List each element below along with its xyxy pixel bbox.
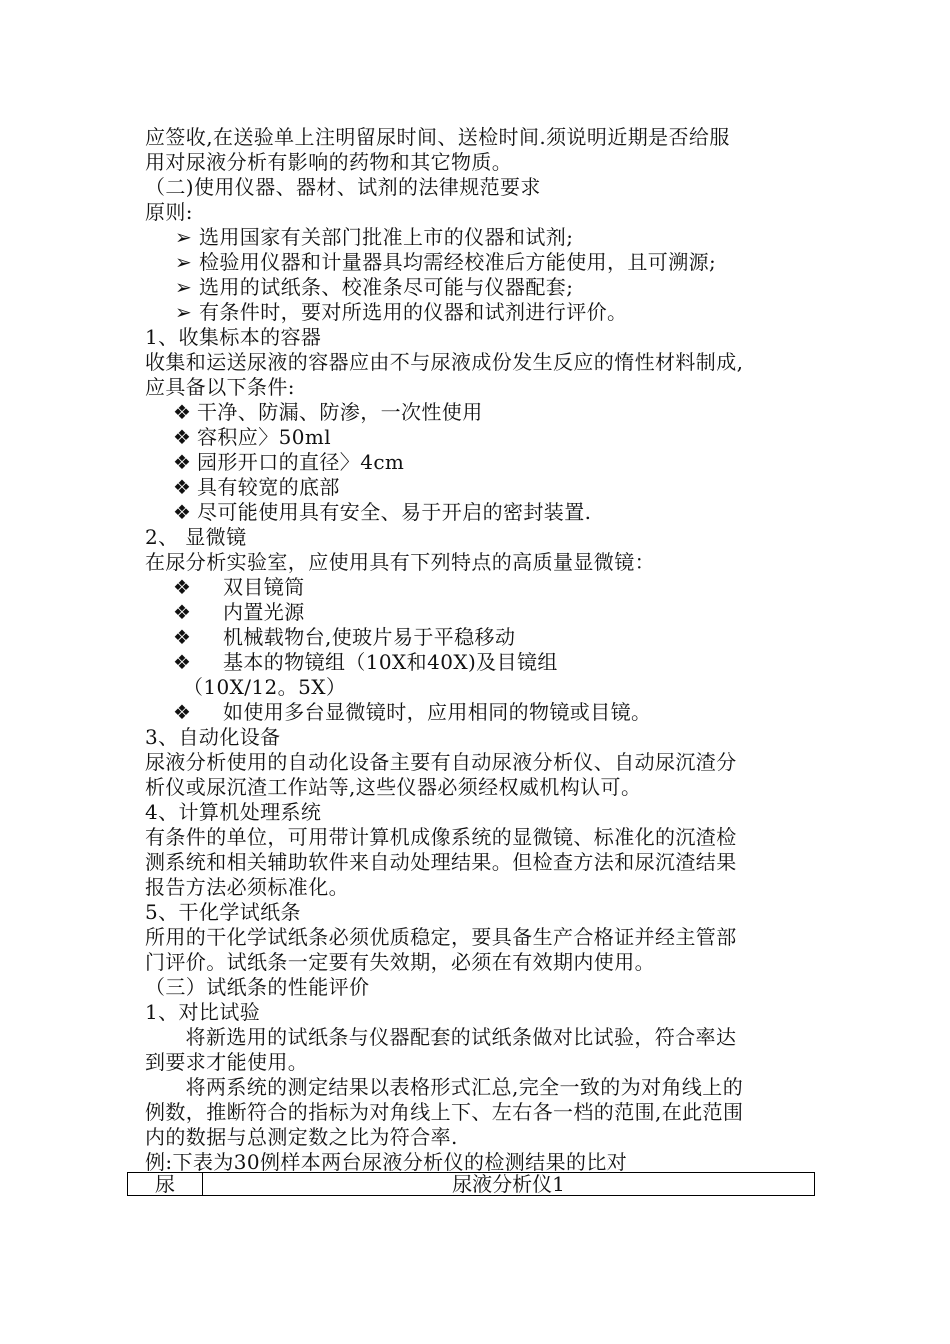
diamond-list-item: ❖ 双目镜筒 [173,575,305,599]
text-line: 尿液分析使用的自动化设备主要有自动尿液分析仪、自动尿沉渣分 [145,750,737,774]
text-line: 有条件的单位，可用带计算机成像系统的显微镜、标准化的沉渣检 [145,825,737,849]
section-heading: 1、收集标本的容器 [145,325,322,349]
section-heading: （三）试纸条的性能评价 [145,975,370,999]
section-heading: 1、对比试验 [145,1000,261,1024]
text-line: 析仪或尿沉渣工作站等,这些仪器必须经权威机构认可。 [145,775,642,799]
text-line: 测系统和相关辅助软件来自动处理结果。但检查方法和尿沉渣结果 [145,850,737,874]
diamond-bullet-icon: ❖ [173,450,192,474]
arrow-bullet-icon: ➢ [175,225,193,249]
text-line: 用对尿液分析有影响的药物和其它物质。 [145,150,513,174]
text-line: 应具备以下条件: [145,375,295,399]
diamond-bullet-icon: ❖ [173,425,192,449]
table-header-cell: 尿液分析仪1 [452,1172,565,1196]
diamond-list-item: ❖ 园形开口的直径〉4cm [173,450,405,474]
diamond-bullet-icon: ❖ [173,650,192,674]
arrow-list-item: ➢ 有条件时，要对所选用的仪器和试剂进行评价。 [175,300,628,324]
diamond-bullet-icon: ❖ [173,600,192,624]
section-heading: （二)使用仪器、器材、试剂的法律规范要求 [145,175,541,199]
diamond-list-item: ❖ 具有较宽的底部 [173,475,340,499]
text-line: 原则: [145,200,193,224]
diamond-list-item: ❖ 如使用多台显微镜时，应用相同的物镜或目镜。 [173,700,652,724]
text-line: 例:下表为30例样本两台尿液分析仪的检测结果的比对 [145,1150,628,1174]
text-line: 将新选用的试纸条与仪器配套的试纸条做对比试验，符合率达 [145,1025,737,1049]
comparison-table [127,1172,815,1196]
table-header-cell: 尿 [128,1173,203,1195]
diamond-list-item: ❖ 内置光源 [173,600,305,624]
diamond-bullet-icon: ❖ [173,575,192,599]
section-heading: 4、计算机处理系统 [145,800,322,824]
text-line: 门评价。试纸条一定要有失效期，必须在有效期内使用。 [145,950,655,974]
diamond-list-item: ❖ 机械载物台,使玻片易于平稳移动 [173,625,516,649]
diamond-list-item: ❖ 尽可能使用具有安全、易于开启的密封装置. [173,500,592,524]
text-line: 收集和运送尿液的容器应由不与尿液成份发生反应的惰性材料制成, [145,350,744,374]
text-line: 例数，推断符合的指标为对角线上下、左右各一档的范围,在此范围 [145,1100,744,1124]
text-line: 所用的干化学试纸条必须优质稳定，要具备生产合格证并经主管部 [145,925,737,949]
text-line: 内的数据与总测定数之比为符合率. [145,1125,458,1149]
arrow-list-item: ➢ 选用的试纸条、校准条尽可能与仪器配套; [175,275,574,299]
section-heading: 5、干化学试纸条 [145,900,301,924]
diamond-list-item: ❖ 干净、防漏、防渗，一次性使用 [173,400,483,424]
diamond-bullet-icon: ❖ [173,700,192,724]
diamond-list-item: ❖ 容积应〉50ml [173,425,332,449]
diamond-bullet-icon: ❖ [173,500,192,524]
section-heading: 2、 显微镜 [145,525,247,549]
diamond-bullet-icon: ❖ [173,475,192,499]
arrow-bullet-icon: ➢ [175,275,193,299]
text-line: （10X/12。5X） [183,675,347,699]
diamond-list-item: ❖ 基本的物镜组（10X和40X)及目镜组 [173,650,558,674]
text-line: 应签收,在送验单上注明留尿时间、送检时间.须说明近期是否给服 [145,125,730,149]
arrow-list-item: ➢ 选用国家有关部门批准上市的仪器和试剂; [175,225,574,249]
arrow-bullet-icon: ➢ [175,250,193,274]
arrow-bullet-icon: ➢ [175,300,193,324]
arrow-list-item: ➢ 检验用仪器和计量器具均需经校准后方能使用，且可溯源; [175,250,717,274]
text-line: 到要求才能使用。 [145,1050,309,1074]
section-heading: 3、自动化设备 [145,725,281,749]
text-line: 在尿分析实验室，应使用具有下列特点的高质量显微镜： [145,550,655,574]
diamond-bullet-icon: ❖ [173,625,192,649]
text-line: 报告方法必须标准化。 [145,875,349,899]
diamond-bullet-icon: ❖ [173,400,192,424]
text-line: 将两系统的测定结果以表格形式汇总,完全一致的为对角线上的 [145,1075,744,1099]
